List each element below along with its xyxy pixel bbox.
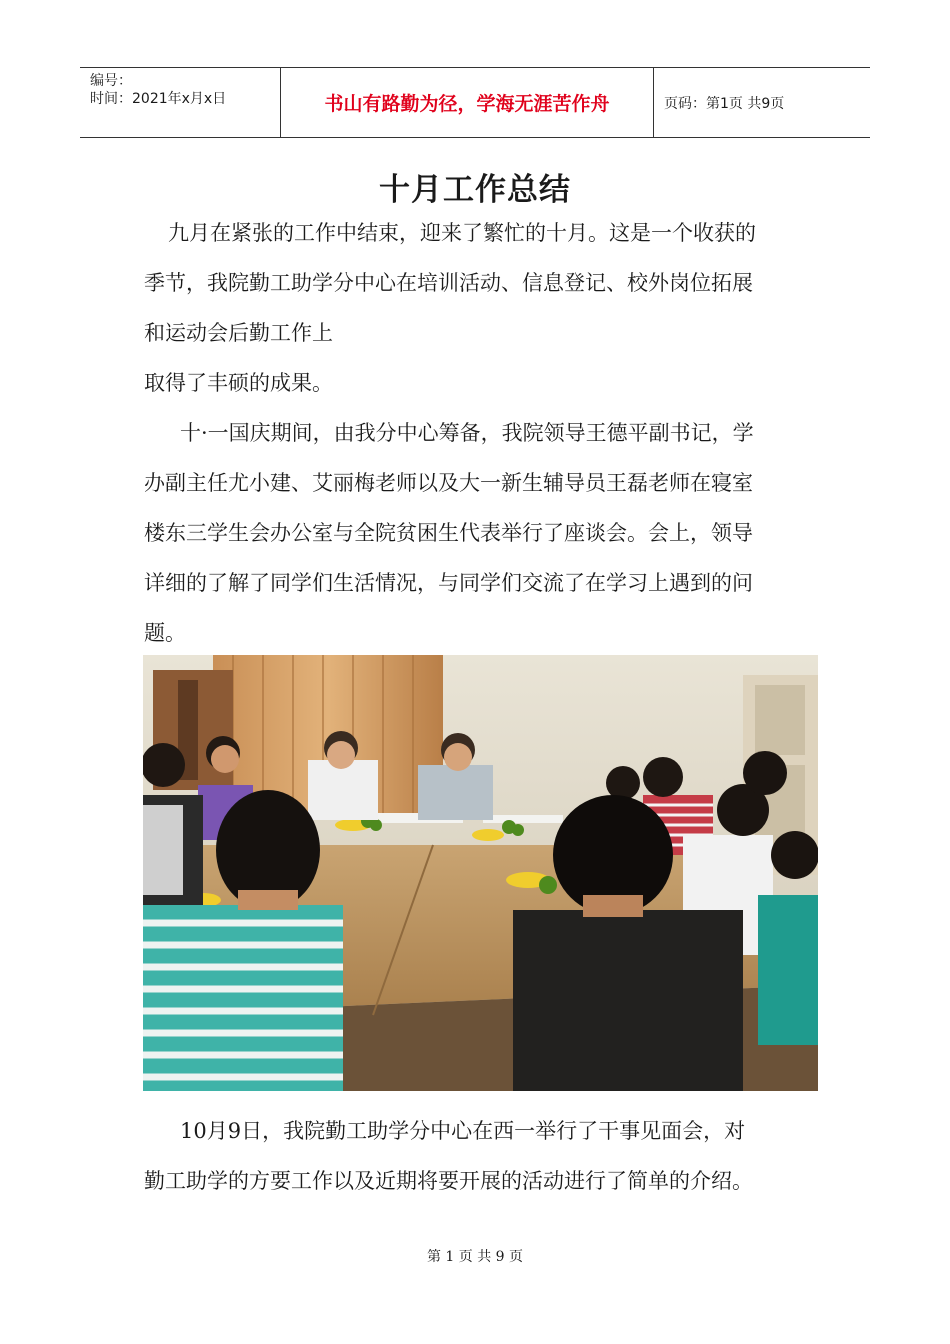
time-label: 时间：2021年x月x日	[90, 91, 227, 107]
number-label: 编号：	[90, 73, 132, 89]
paragraph-line: 10月9日，我院勤工助学分中心在西一举行了干事见面会，对	[180, 1119, 746, 1143]
motto: 书山有路勤为径，学海无涯苦作舟	[281, 68, 654, 137]
paragraph-2	[144, 408, 808, 658]
paragraph-1	[144, 208, 808, 408]
paragraph-line: 题。	[144, 621, 186, 645]
meeting-photo	[143, 655, 818, 1091]
paragraph-3	[144, 1106, 808, 1206]
header-meta	[80, 68, 281, 137]
paragraph-line: 楼东三学生会办公室与全院贫困生代表举行了座谈会。会上，领导	[144, 521, 753, 545]
paragraph-line: 和运动会后勤工作上	[144, 321, 333, 345]
document-title: 十月工作总结	[379, 172, 571, 208]
paragraph-line: 九月在紧张的工作中结束，迎来了繁忙的十月。这是一个收获的	[168, 221, 756, 245]
header-table	[80, 67, 870, 138]
paragraph-line: 十·一国庆期间，由我分中心筹备，我院领导王德平副书记，学	[180, 421, 754, 445]
page-info: 页码：第1页 共9页	[664, 95, 785, 112]
paragraph-line: 勤工助学的方要工作以及近期将要开展的活动进行了简单的介绍。	[144, 1169, 753, 1193]
paragraph-line: 取得了丰硕的成果。	[144, 371, 333, 395]
paragraph-line: 详细的了解了同学们生活情况，与同学们交流了在学习上遇到的问	[144, 571, 753, 595]
page-footer: 第 1 页 共 9 页	[426, 1249, 524, 1265]
paragraph-line: 办副主任尤小建、艾丽梅老师以及大一新生辅导员王磊老师在寝室	[144, 471, 753, 495]
paragraph-line: 季节，我院勤工助学分中心在培训活动、信息登记、校外岗位拓展	[144, 271, 753, 295]
